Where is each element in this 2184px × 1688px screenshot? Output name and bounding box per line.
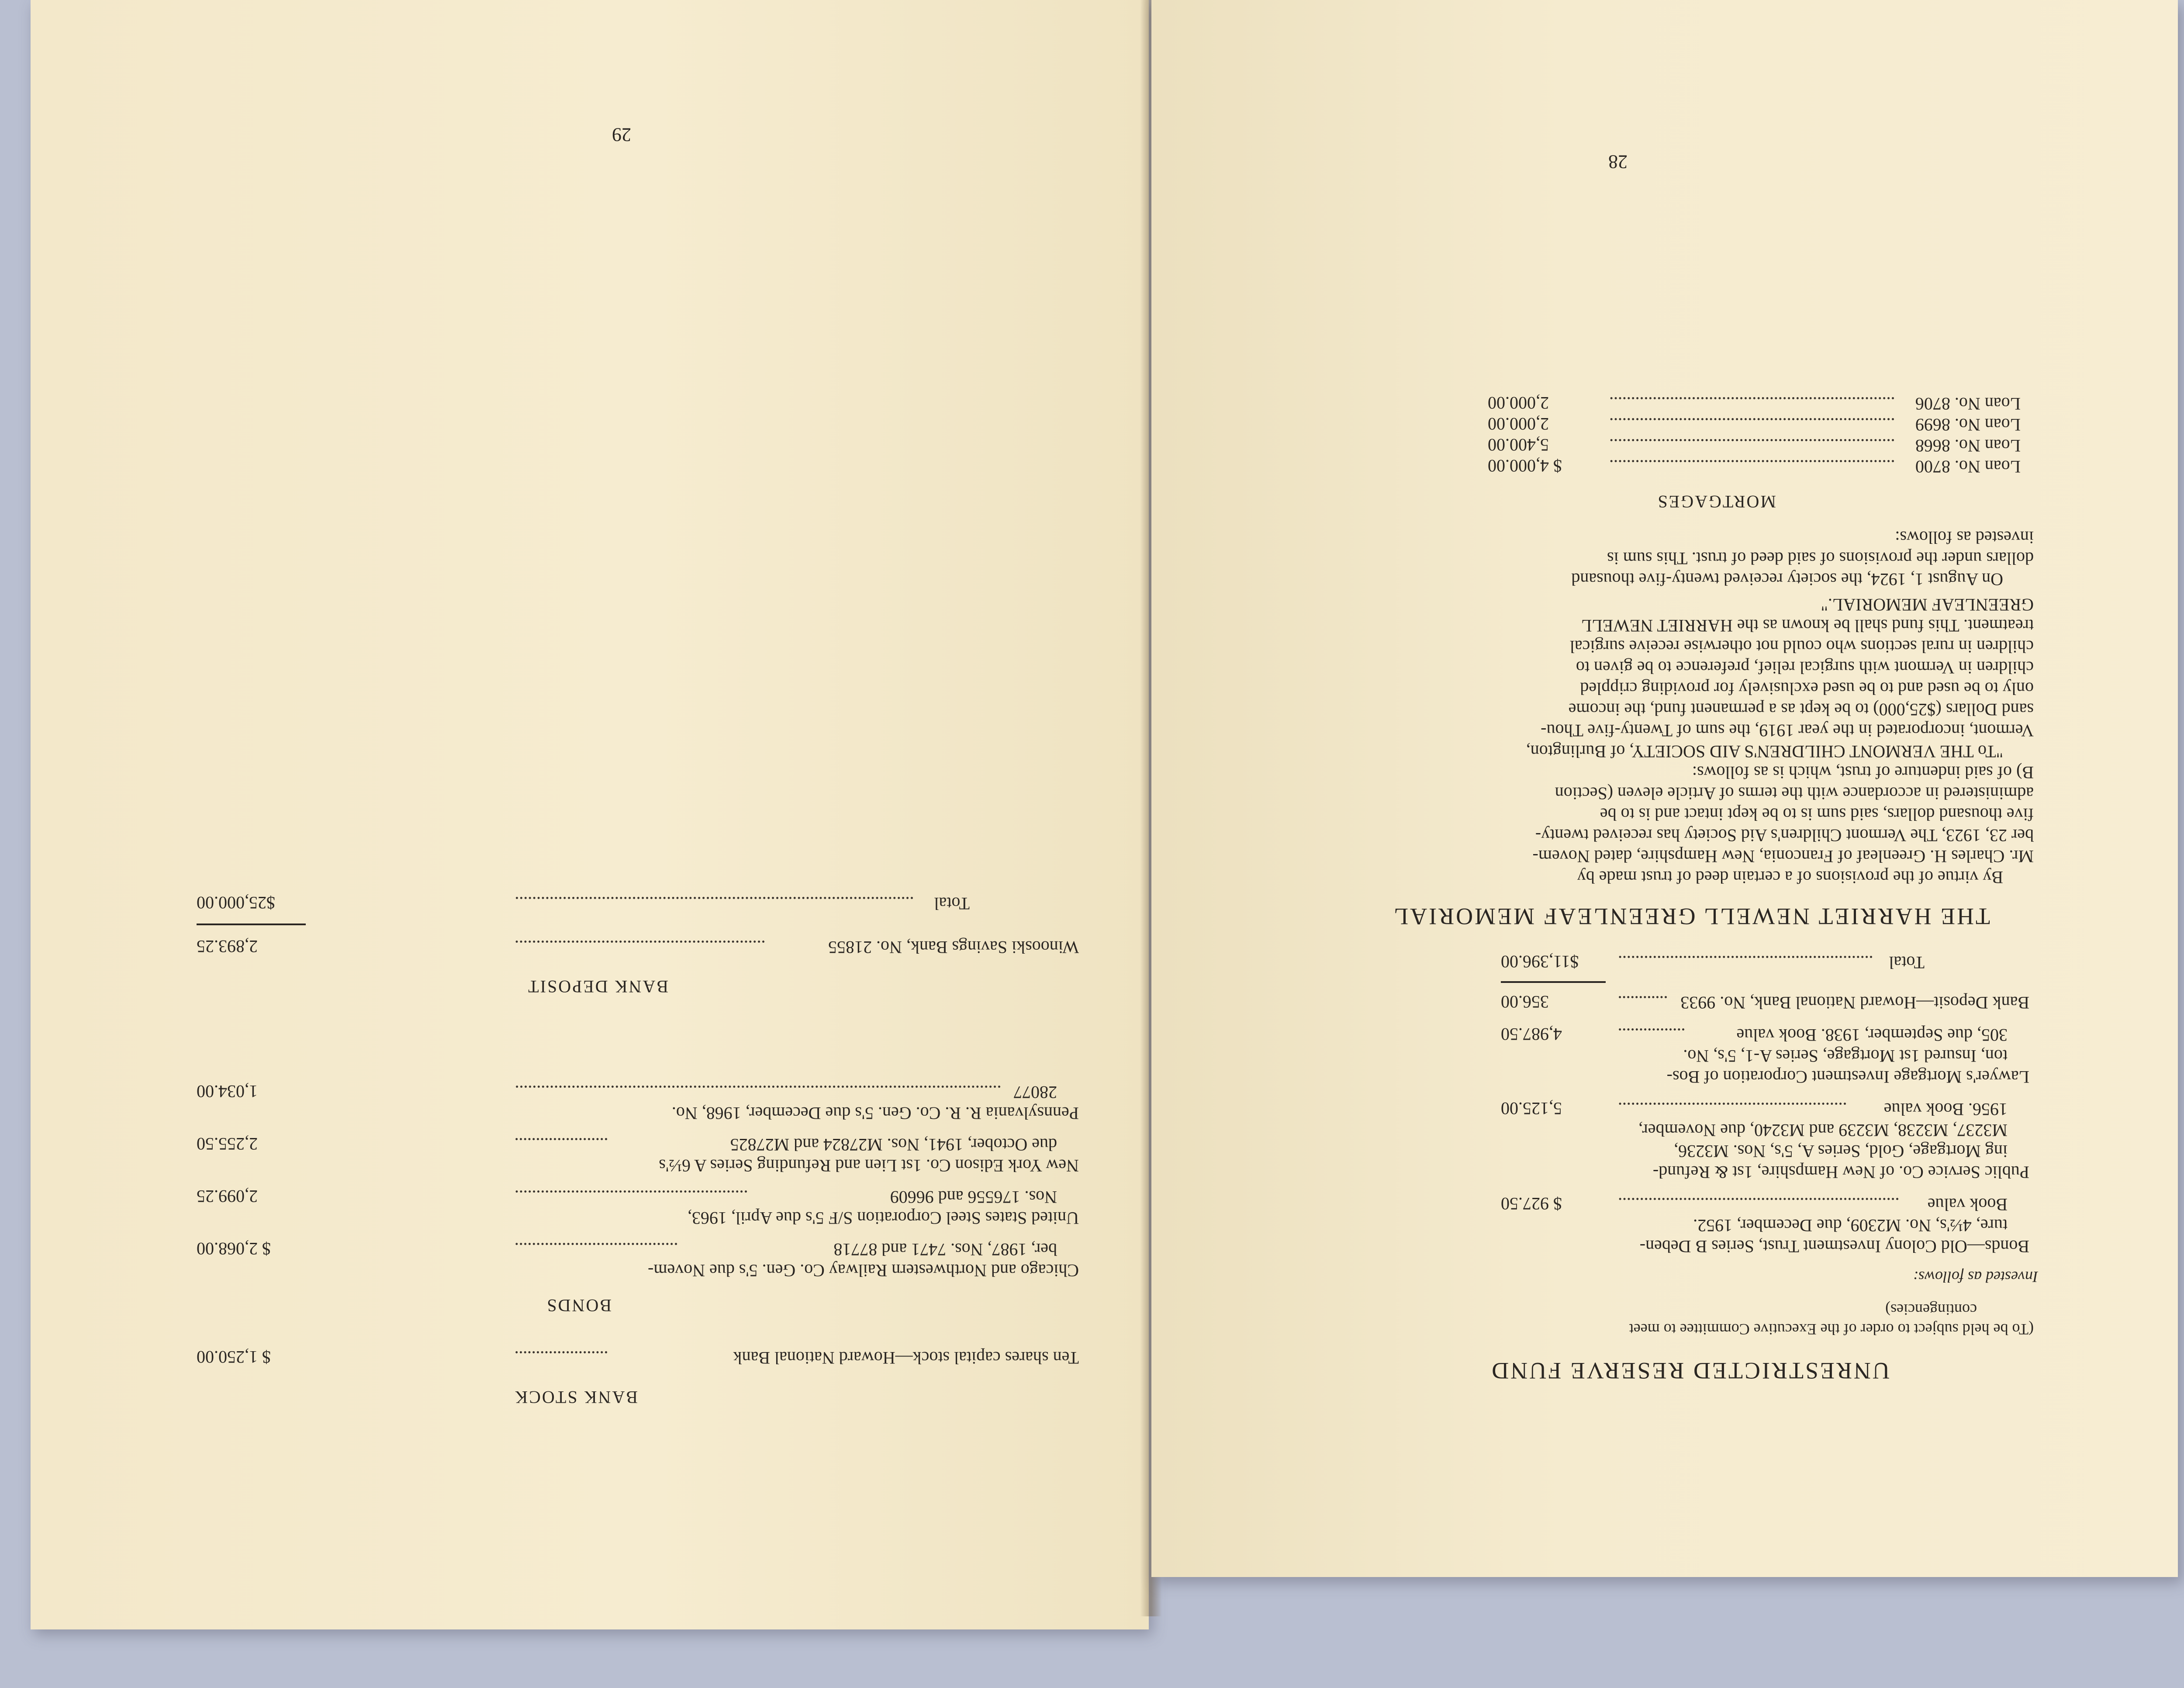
loan-label: Loan No. 8700 bbox=[1915, 457, 2021, 477]
fund-line: Book value bbox=[1927, 1195, 2008, 1214]
fund-line: Public Service Co. of New Hampshire, 1st & Refund- bbox=[1652, 1162, 2029, 1182]
unrestricted-heading: UNRESTRICTED RESERVE FUND bbox=[1490, 1358, 1890, 1384]
memorial-text-line: B) of said indenture of trust, which is as follows: bbox=[1692, 763, 2034, 782]
leader-dots bbox=[515, 1190, 747, 1193]
memorial-text-line: children in Vermont with surgical relief, preference to be given to bbox=[1576, 658, 2034, 678]
left-page bbox=[31, 0, 1149, 1629]
bond-line: 28077 bbox=[1013, 1083, 1057, 1102]
leader-dots bbox=[515, 1351, 607, 1353]
loan-label: Loan No. 8706 bbox=[1915, 394, 2021, 414]
leader-dots bbox=[1610, 418, 1894, 420]
memorial-text-line: children in rural sections who could not otherwise receive surgical bbox=[1569, 637, 2034, 657]
fund-amount: 356.00 bbox=[1501, 992, 1549, 1012]
mortgages-heading: MORTGAGES bbox=[1656, 492, 1776, 512]
bond-line: United States Steel Corporation S/F 5's due April, 1963, bbox=[687, 1208, 1079, 1228]
unrestricted-subheading: contingencies) bbox=[1885, 1301, 1977, 1318]
loan-label: Loan No. 8699 bbox=[1915, 415, 2021, 435]
fund-amount: 4,987.50 bbox=[1501, 1024, 1562, 1044]
bank-deposit-amount: 2,893.25 bbox=[197, 937, 258, 956]
total-label: Total bbox=[1889, 953, 1925, 972]
memorial-text-line: administered in accordance with the terms of Article eleven (Section bbox=[1555, 784, 2034, 803]
memorial-text-line: Vermont, incorporated in the year 1919, the sum of Twenty-five Thou- bbox=[1541, 721, 2034, 740]
memorial-text-line: five thousand dollars, said sum is to be kept intact and is to be bbox=[1600, 805, 2034, 824]
total-amount: $11,396.00 bbox=[1501, 952, 1579, 972]
right-page bbox=[1151, 0, 2178, 1577]
leader-dots bbox=[515, 897, 913, 899]
fund-line: ture, 4½'s, No. M2309, due December, 1952. bbox=[1693, 1216, 2008, 1235]
fund-line: Bank Deposit—Howard National Bank, No. 9933 bbox=[1680, 993, 2029, 1013]
leader-dots bbox=[1619, 1198, 1898, 1200]
fund-line: M3237, M3238, M3239 and M3240, due November, bbox=[1638, 1121, 2008, 1140]
bond-line: New York Edison Co. 1st Lien and Refunding Series A 6½'s bbox=[659, 1156, 1079, 1176]
memorial-text-line: By virtue of the provisions of a certain deed of trust made by bbox=[1577, 868, 2003, 887]
loan-amount: 5,400.00 bbox=[1488, 435, 1549, 455]
bond-line: due October, 1941, Nos. M27824 and M27825 bbox=[730, 1135, 1057, 1155]
total-label: Total bbox=[934, 894, 970, 913]
right-page-content bbox=[1151, 0, 2178, 1577]
bank-deposit-line: Winooski Savings Bank, No. 21855 bbox=[828, 937, 1079, 957]
bond-amount: 1,034.00 bbox=[197, 1082, 258, 1101]
unrestricted-subheading: (To be held subject to order of the Executive Committee to meet bbox=[1629, 1321, 2034, 1338]
bank-stock-heading: BANK STOCK bbox=[514, 1387, 638, 1407]
fund-line: Lawyer's Mortgage Investment Corporation of Bos- bbox=[1666, 1067, 2029, 1087]
memorial-text-line: sand Dollars ($25,000) to be kept as a permanent fund, the income bbox=[1568, 700, 2034, 719]
fund-line: ton, Insured 1st Mortgage, Series A-1, 5's, No. bbox=[1683, 1046, 2008, 1066]
leader-dots bbox=[1619, 1103, 1846, 1105]
leader-dots bbox=[515, 1243, 677, 1245]
bond-amount: $ 2,068.00 bbox=[197, 1239, 271, 1259]
memorial-text-line: dollars under the provisions of said deed of trust. This sum is bbox=[1607, 549, 2034, 568]
leader-dots bbox=[1610, 439, 1894, 441]
fund-amount: 5,125.00 bbox=[1501, 1099, 1562, 1118]
fund-line: ing Mortgage, Gold, Series A, 5's, Nos. M3236, bbox=[1674, 1141, 2008, 1161]
bank-stock-line: Ten shares capital stock—Howard National Bank bbox=[733, 1348, 1079, 1368]
loan-amount: $ 4,000.00 bbox=[1488, 456, 1562, 476]
memorial-text-line: "To THE VERMONT CHILDREN'S AID SOCIETY, of Burlington, bbox=[1526, 742, 2003, 761]
left-page-content bbox=[31, 0, 1149, 1629]
page-number: 28 bbox=[1608, 151, 1628, 173]
bond-line: Chicago and Northwestern Railway Co. Gen. 5's due Novem- bbox=[648, 1261, 1079, 1280]
bond-line: Pennsylvania R. R. Co. Gen. 5's due December, 1968, No. bbox=[671, 1103, 1079, 1123]
fund-line: 1956. Book value bbox=[1883, 1100, 2008, 1119]
loan-label: Loan No. 8668 bbox=[1915, 436, 2021, 456]
memorial-text-line: treatment. This fund shall be known as the HARRIET NEWELL bbox=[1581, 616, 2034, 636]
memorial-text-line: invested as follows: bbox=[1895, 528, 2034, 547]
leader-dots bbox=[1610, 460, 1894, 462]
leader-dots bbox=[1610, 397, 1894, 399]
memorial-text-line: only to be used and to be used exclusively for providing crippled bbox=[1580, 679, 2034, 699]
bond-amount: 2,099.25 bbox=[197, 1186, 258, 1206]
invested-label: Invested as follows: bbox=[1913, 1268, 2038, 1286]
memorial-heading: THE HARRIET NEWELL GREENLEAF MEMORIAL bbox=[1392, 903, 1990, 930]
fund-amount: $ 927.50 bbox=[1501, 1194, 1562, 1214]
bond-line: Nos. 176556 and 96609 bbox=[890, 1187, 1057, 1207]
bond-amount: 2,255.50 bbox=[197, 1134, 258, 1154]
total-rule bbox=[197, 924, 306, 925]
leader-dots bbox=[515, 941, 764, 943]
total-rule bbox=[1501, 981, 1606, 983]
memorial-text-line: GREENLEAF MEMORIAL." bbox=[1821, 595, 2034, 615]
leader-dots bbox=[1619, 956, 1872, 958]
bank-deposit-heading: BANK DEPOSIT bbox=[527, 977, 668, 996]
loan-amount: 2,000.00 bbox=[1488, 414, 1549, 434]
leader-dots bbox=[515, 1138, 607, 1140]
loan-amount: 2,000.00 bbox=[1488, 393, 1549, 413]
memorial-text-line: Mr. Charles H. Greenleaf of Franconia, New Hampshire, dated Novem- bbox=[1532, 847, 2034, 866]
memorial-text-line: On August 1, 1924, the society received twenty-five thousand bbox=[1571, 570, 2003, 589]
leader-dots bbox=[1619, 996, 1667, 998]
leader-dots bbox=[515, 1086, 1000, 1088]
total-amount: $25,000.00 bbox=[197, 893, 275, 913]
memorial-text-line: ber 23, 1923, The Vermont Children's Aid Society has received twenty- bbox=[1535, 826, 2034, 845]
leader-dots bbox=[1619, 1028, 1684, 1031]
bonds-heading: BONDS bbox=[546, 1296, 612, 1315]
fund-line: Bonds—Old Colony Investment Trust, Series B Deben- bbox=[1639, 1237, 2029, 1256]
bond-line: ber, 1987, Nos. 7471 and 87718 bbox=[833, 1240, 1057, 1259]
bank-stock-amount: $ 1,250.00 bbox=[197, 1347, 271, 1367]
page-number: 29 bbox=[612, 124, 631, 145]
fund-line: 305, due September, 1938. Book value bbox=[1736, 1025, 2008, 1045]
